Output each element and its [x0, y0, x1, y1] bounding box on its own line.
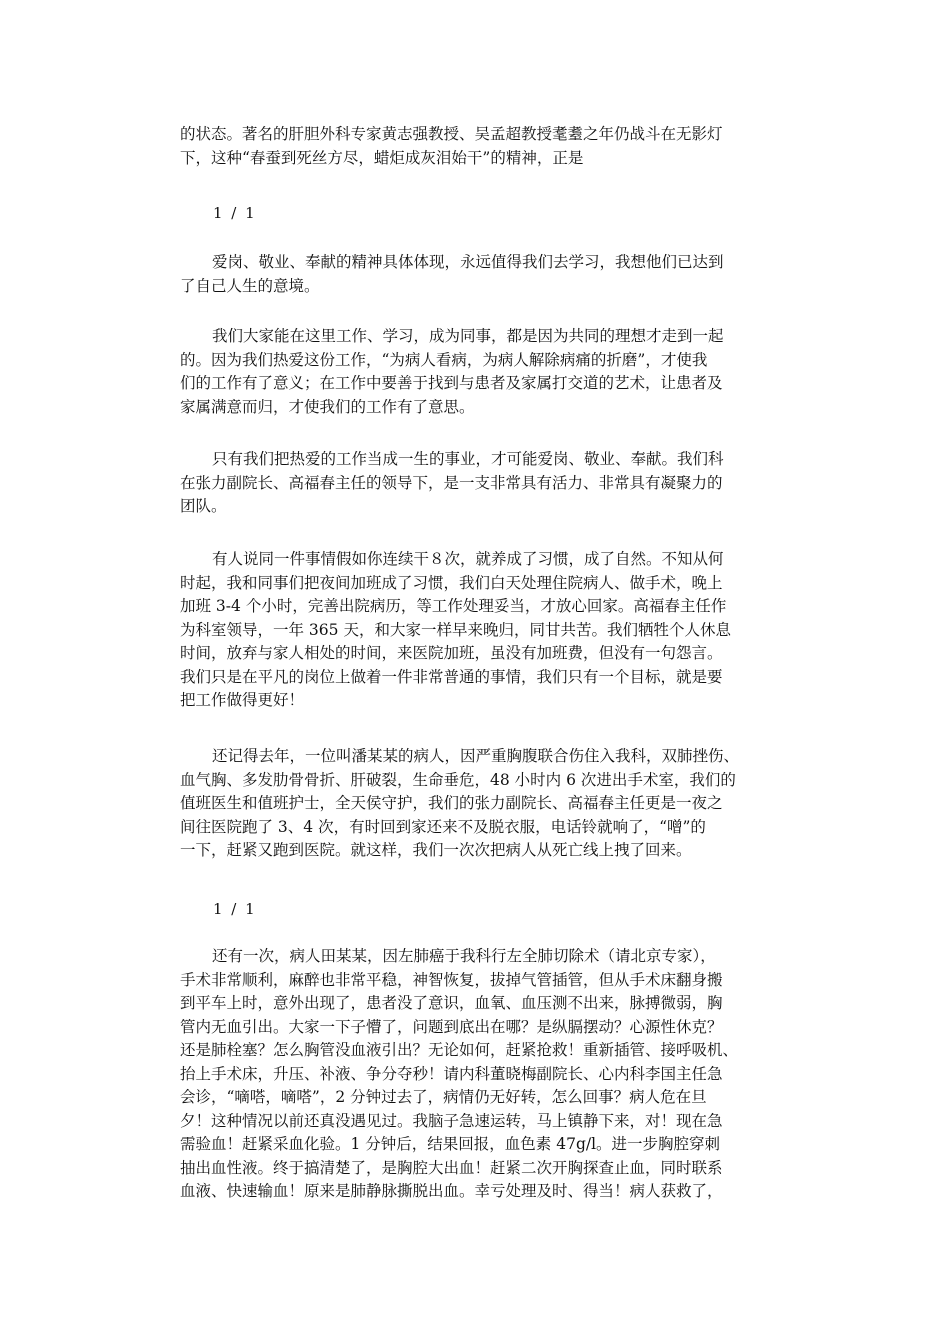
- text-line: 团队。: [180, 497, 227, 515]
- paragraph: [180, 745, 780, 863]
- text-line: 血液、快速输血！原来是肺静脉撕脱出血。幸亏处理及时、得当！病人获救了，: [180, 1182, 723, 1200]
- text-line: 值班医生和值班护士，全天侯守护，我们的张力副院长、高福春主任更是一夜之: [180, 794, 723, 812]
- paragraph: [180, 325, 780, 419]
- paragraph: [180, 448, 780, 519]
- text-line: 只有我们把热爱的工作当成一生的事业，才可能爱岗、敬业、奉献。我们科: [212, 450, 724, 468]
- text-line: 抽出血性液。终于搞清楚了，是胸腔大出血！赶紧二次开胸探查止血，同时联系: [180, 1158, 723, 1177]
- paragraph: [180, 548, 780, 713]
- text-line: 会诊，“嘀嗒，嘀嗒”，2 分钟过去了，病情仍无好转，怎么回事？病人危在旦: [180, 1088, 707, 1106]
- text-line: 们的工作有了意义；在工作中要善于找到与患者及家属打交道的艺术，让患者及: [180, 374, 723, 392]
- text-line: 一下，赶紧又跑到医院。就这样，我们一次次把病人从死亡线上拽了回来。: [180, 841, 692, 859]
- page-number-marker: 1 / 1: [213, 204, 257, 222]
- text-line: 了自己人生的意境。: [180, 276, 320, 295]
- text-line: 我们大家能在这里工作、学习，成为同事，都是因为共同的理想才走到一起: [212, 327, 724, 345]
- text-line: 把工作做得更好！: [180, 691, 305, 709]
- paragraph-continuation: [180, 123, 780, 170]
- text-line: 时间，放弃与家人相处的时间，来医院加班，虽没有加班费，但没有一句怨言。: [180, 644, 723, 662]
- text-line: 加班 3-4 个小时，完善出院病历，等工作处理妥当，才放心回家。高福春主任作: [180, 597, 727, 615]
- text-line: 手术非常顺利，麻醉也非常平稳，神智恢复，拔掉气管插管，但从手术床翻身搬: [180, 970, 723, 989]
- paragraph: [180, 251, 780, 298]
- text-line: 间往医院跑了 3、4 次，有时回到家还来不及脱衣服，电话铃就响了，“噌”的: [180, 817, 706, 836]
- text-line: 还记得去年，一位叫潘某某的病人，因严重胸腹联合伤住入我科，双肺挫伤、: [212, 747, 740, 765]
- text-line: 的状态。著名的肝胆外科专家黄志强教授、吴孟超教授耄耋之年仍战斗在无影灯: [180, 125, 723, 143]
- text-line: 的。因为我们热爱这份工作，“为病人看病，为病人解除病痛的折磨”，才使我: [180, 350, 708, 369]
- text-line: 夕！这种情况以前还真没遇见过。我脑子急速运转，马上镇静下来，对！现在急: [180, 1111, 723, 1130]
- text-line: 家属满意而归，才使我们的工作有了意思。: [180, 397, 475, 416]
- text-line: 爱岗、敬业、奉献的精神具体体现，永远值得我们去学习，我想他们已达到: [212, 253, 724, 271]
- text-line: 有人说同一件事情假如你连续干８次，就养成了习惯，成了自然。不知从何: [212, 550, 724, 568]
- page-number-marker: 1 / 1: [213, 900, 257, 918]
- text-line: 还是肺栓塞？怎么胸管没血液引出？无论如何，赶紧抢救！重新插管、接呼吸机、: [180, 1041, 739, 1059]
- paragraph: [180, 945, 780, 1204]
- text-line: 还有一次，病人田某某，因左肺癌于我科行左全肺切除术（请北京专家），: [212, 947, 716, 965]
- text-line: 管内无血引出。大家一下子懵了，问题到底出在哪？是纵膈摆动？心源性休克？: [180, 1017, 723, 1036]
- text-line: 到平车上时，意外出现了，患者没了意识，血氧、血压测不出来，脉搏微弱，胸: [180, 994, 723, 1012]
- text-line: 时起，我和同事们把夜间加班成了习惯，我们白天处理住院病人、做手术，晚上: [180, 573, 723, 592]
- text-line: 下，这种“春蚕到死丝方尽，蜡炬成灰泪始干”的精神，正是: [180, 148, 584, 167]
- text-line: 为科室领导，一年 365 天，和大家一样早来晚归，同甘共苦。我们牺牲个人休息: [180, 620, 731, 639]
- text-line: 我们只是在平凡的岗位上做着一件非常普通的事情，我们只有一个目标，就是要: [180, 667, 723, 686]
- text-line: 在张力副院长、高福春主任的领导下，是一支非常具有活力、非常具有凝聚力的: [180, 473, 723, 492]
- text-line: 抬上手术床，升压、补液、争分夺秒！请内科董晓梅副院长、心内科李国主任急: [180, 1064, 723, 1083]
- text-line: 血气胸、多发肋骨骨折、肝破裂，生命垂危，48 小时内 6 次进出手术室，我们的: [180, 770, 736, 789]
- text-line: 需验血！赶紧采血化验。1 分钟后，结果回报，血色素 47g/l。进一步胸腔穿刺: [180, 1135, 721, 1153]
